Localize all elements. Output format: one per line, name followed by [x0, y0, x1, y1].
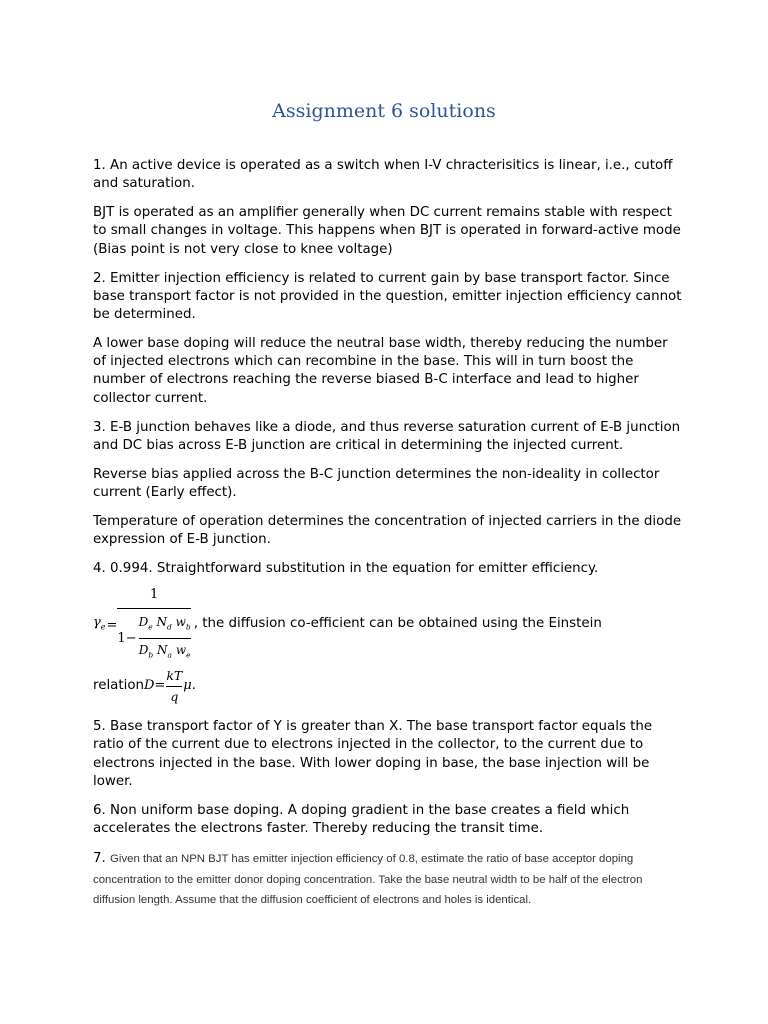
relation-lhs: D= [144, 678, 166, 694]
question-7-text: Given that an NPN BJT has emitter injection efficiency of 0.8, estimate the ratio of base acceptor doping concentration to the emitter donor doping concentration. Take the base neutral width to be half of the electron diffusion length. Assume that the diffusion coefficient of electrons and holes is identical. [93, 853, 643, 907]
answer-6-paragraph: 6. Non uniform base doping. A doping gradient in the base creates a field which accelerates the electrons faster. Thereby reducing the transit time. [93, 802, 630, 837]
answer-5-paragraph: 5. Base transport factor of Y is greater than X. The base transport factor equals the ratio of the current due to electrons injected in the collector, to the current due to electrons injected in the base. With lower doping in base, the base injection will be lower. [93, 719, 653, 789]
answer-1b-paragraph: BJT is operated as an amplifier generally when DC current remains stable with respect to small changes in voltage. This happens when BJT is operated in forward-active mode (Bias point is not very close to knee voltage) [93, 205, 681, 257]
answer-2-paragraph: 2. Emitter injection efficiency is related to current gain by base transport factor. Since base transport factor is not provided in the question, emitter injection efficiency cannot be determined. [93, 270, 682, 323]
equation-trailing-text: , the diffusion co-efficient can be obtained using the Einstein [193, 615, 602, 631]
kt-numerator: kT [166, 667, 183, 683]
gamma-symbol: $\gamma_e$ [93, 615, 106, 632]
answer-1-paragraph: 1. An active device is operated as a switch when I-V chracterisitics is linear, i.e., cutoff and saturation. [93, 158, 673, 192]
kt-over-q-fraction [166, 667, 182, 706]
efficiency-fraction [117, 586, 190, 664]
question-7-number: 7. [93, 851, 106, 867]
document-body [93, 157, 683, 921]
fraction-denominator [117, 608, 190, 665]
equals-sign: = [106, 617, 118, 633]
inner-denominator: $D_b$ $N_a$ $w_e$ [139, 638, 191, 665]
relation-label: relation [93, 678, 145, 694]
q-denominator: q [166, 686, 182, 706]
document-title: Assignment 6 solutions [272, 100, 496, 122]
one-minus: 1− [117, 630, 137, 646]
answer-3c-paragraph: Temperature of operation determines the concentration of injected carriers in the diode expression of E-B junction. [93, 514, 682, 548]
einstein-relation [93, 667, 683, 706]
answer-2b-paragraph: A lower base doping will reduce the neutral base width, thereby reducing the number of injected electrons which can recombine in the base. This will in turn boost the number of electrons reaching the reverse biased B-C interface and lead to higher collector current. [93, 336, 668, 406]
fraction-numerator: 1 [149, 587, 159, 603]
question-7-paragraph [93, 849, 683, 911]
inner-numerator: $D_e$ $N_d$ $w_b$ [138, 614, 191, 632]
answer-3b-paragraph: Reverse bias applied across the B-C junction determines the non-ideality in collector current (Early effect). [93, 466, 660, 501]
doping-ratio-fraction [139, 613, 191, 665]
emitter-efficiency-equation [93, 586, 683, 664]
answer-4-paragraph: 4. 0.994. Straightforward substitution in the equation for emitter efficiency. [93, 561, 599, 577]
relation-tail: μ. [183, 678, 196, 694]
answer-3-paragraph: 3. E-B junction behaves like a diode, and thus reverse saturation current of E-B junction and DC bias across E-B junction are critical in determining the injected current. [93, 419, 681, 453]
